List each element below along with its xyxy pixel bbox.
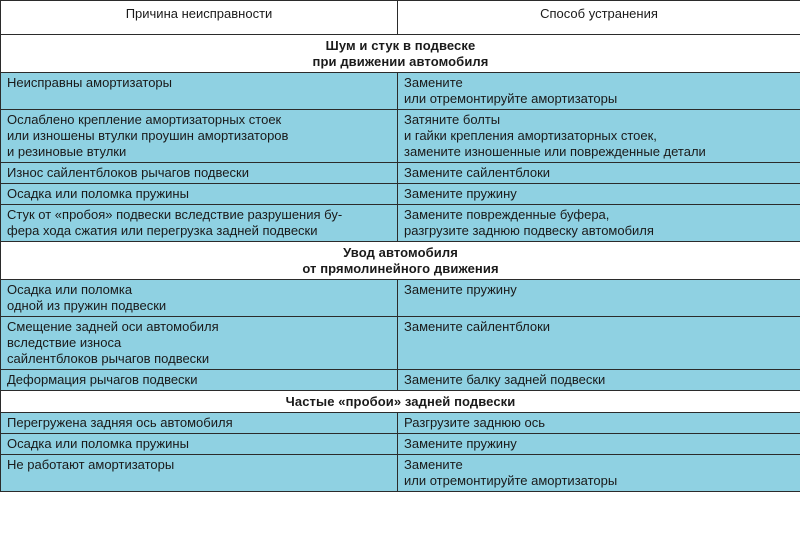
remedy-cell: Замените или отремонтируйте амортизаторы bbox=[398, 455, 800, 492]
cause-cell: Осадка или поломка пружины bbox=[1, 434, 398, 455]
remedy-cell: Замените сайлентблоки bbox=[398, 163, 800, 184]
table-row bbox=[1, 163, 800, 184]
cause-cell: Неисправны амортизаторы bbox=[1, 73, 398, 110]
table-row bbox=[1, 370, 800, 391]
header-remedy: Способ устранения bbox=[398, 1, 800, 35]
remedy-cell: Замените пружину bbox=[398, 280, 800, 317]
cause-cell: Ослаблено крепление амортизаторных стоек или изношены втулки проушин амортизаторов и резиновые втулки bbox=[1, 110, 398, 163]
table-row bbox=[1, 73, 800, 110]
table-row bbox=[1, 280, 800, 317]
remedy-cell: Замените поврежденные буфера, разгрузите заднюю подвеску автомобиля bbox=[398, 205, 800, 242]
remedy-cell: Замените сайлентблоки bbox=[398, 317, 800, 370]
remedy-cell: Замените пружину bbox=[398, 184, 800, 205]
section-title: Увод автомобиля от прямолинейного движения bbox=[1, 242, 800, 280]
section-row bbox=[1, 35, 800, 73]
table-row bbox=[1, 413, 800, 434]
section-row bbox=[1, 391, 800, 413]
cause-cell: Смещение задней оси автомобиля вследствие износа сайлентблоков рычагов подвески bbox=[1, 317, 398, 370]
remedy-cell: Разгрузите заднюю ось bbox=[398, 413, 800, 434]
cause-cell: Осадка или поломка одной из пружин подвески bbox=[1, 280, 398, 317]
table-row bbox=[1, 317, 800, 370]
remedy-cell: Затяните болты и гайки крепления амортизаторных стоек, замените изношенные или поврежденные детали bbox=[398, 110, 800, 163]
section-title: Частые «пробои» задней подвески bbox=[1, 391, 800, 413]
table-row bbox=[1, 184, 800, 205]
header-row bbox=[1, 1, 800, 35]
table-row bbox=[1, 434, 800, 455]
cause-cell: Не работают амортизаторы bbox=[1, 455, 398, 492]
table-row bbox=[1, 110, 800, 163]
remedy-cell: Замените или отремонтируйте амортизаторы bbox=[398, 73, 800, 110]
table-row bbox=[1, 455, 800, 492]
section-row bbox=[1, 242, 800, 280]
cause-cell: Осадка или поломка пружины bbox=[1, 184, 398, 205]
cause-cell: Стук от «пробоя» подвески вследствие разрушения бу- фера хода сжатия или перегрузка задней подвески bbox=[1, 205, 398, 242]
cause-cell: Износ сайлентблоков рычагов подвески bbox=[1, 163, 398, 184]
remedy-cell: Замените балку задней подвески bbox=[398, 370, 800, 391]
remedy-cell: Замените пружину bbox=[398, 434, 800, 455]
cause-cell: Деформация рычагов подвески bbox=[1, 370, 398, 391]
cause-cell: Перегружена задняя ось автомобиля bbox=[1, 413, 398, 434]
section-title: Шум и стук в подвеске при движении автомобиля bbox=[1, 35, 800, 73]
header-cause: Причина неисправности bbox=[1, 1, 398, 35]
table-row bbox=[1, 205, 800, 242]
